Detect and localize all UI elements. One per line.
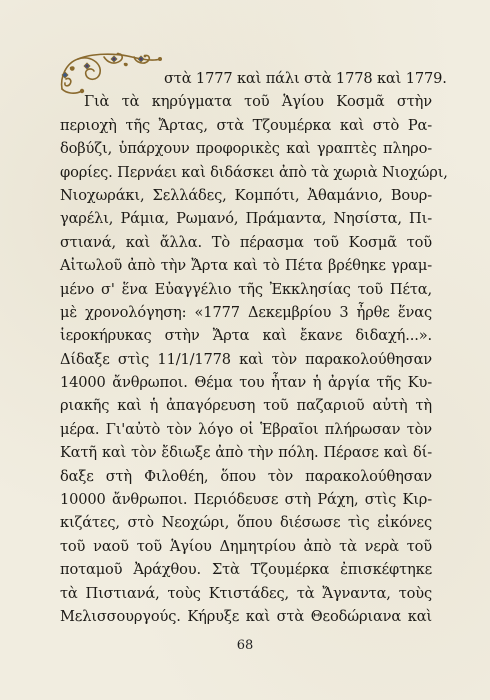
text-line: μὲ χρονολόγηση: «1777 Δεκεμβρίου 3 ἦρθε ἕνας — [60, 303, 432, 321]
text-line: γαρέλι, Ράμια, Ρωμανό, Πράμαντα, Νησίστα, Πι- — [60, 210, 432, 228]
text-line: ἱεροκήρυκας στὴν Ἄρτα καὶ ἔκανε διδαχή...». — [60, 327, 432, 345]
text-line: στὰ 1777 καὶ πάλι στὰ 1778 καὶ 1779. — [164, 70, 447, 87]
text-line: 10000 ἄνθρωποι. Περιόδευσε στὴ Ράχη, στὶς Κιρ- — [60, 491, 432, 509]
body-text — [60, 67, 448, 628]
text-line: κιζάτες, στὸ Νεοχώρι, ὅπου διέσωσε τὶς εἰκόνες — [60, 514, 432, 532]
text-line: τὰ Πιστιανά, τοὺς Κτιστάδες, τὰ Ἄγναντα, τοὺς — [60, 584, 432, 602]
text-line: δοβύζι, ὑπάρχουν προφορικὲς καὶ γραπτὲς πληρο- — [60, 140, 432, 158]
text-line: Αἰτωλοῦ ἀπὸ τὴν Ἄρτα καὶ τὸ Πέτα βρέθηκε γραμ- — [60, 257, 432, 275]
text-line: Μελισσουργούς. Κήρυξε καὶ στὰ Θεοδώριανα καὶ — [60, 607, 432, 625]
text-line: ποταμοῦ Ἀράχθου. Στὰ Τζουμέρκα ἐπισκέφτηκε — [60, 561, 432, 579]
text-line: Νιοχωράκι, Σελλάδες, Κομπότι, Ἀθαμάνιο, Βουρ- — [60, 186, 432, 204]
text-line: στιανά, καὶ ἄλλα. Τὸ πέρασμα τοῦ Κοσμᾶ τοῦ — [60, 233, 432, 251]
text-line: δαξε στὴ Φιλοθέη, ὅπου τὸν παρακολούθησαν — [60, 467, 432, 485]
text-line: 14000 ἄνθρωποι. Θέμα του ἦταν ἡ ἀργία τῆς Κυ- — [60, 374, 432, 392]
text-line: φορίες. Περνάει καὶ διδάσκει ἀπὸ τὰ χωριὰ Νιοχώρι, — [60, 163, 448, 181]
text-line: μένο σ' ἕνα Εὐαγγέλιο τῆς Ἐκκλησίας τοῦ Πέτα, — [60, 280, 432, 298]
text-line: ριακῆς καὶ ἡ ἀπαγόρευση τοῦ παζαριοῦ αὐτὴ τὴ — [60, 397, 432, 415]
text-line: Γιὰ τὰ κηρύγματα τοῦ Ἁγίου Κοσμᾶ στὴν — [84, 93, 432, 111]
page-number: 68 — [236, 638, 254, 653]
text-line: μέρα. Γι'αὐτὸ τὸν λόγο οἱ Ἑβραῖοι πλήρωσαν τὸν — [60, 420, 432, 438]
text-line: Δίδαξε στὶς 11/1/1778 καὶ τὸν παρακολούθησαν — [60, 350, 432, 368]
text-line: τοῦ ναοῦ τοῦ Ἁγίου Δημητρίου ἀπὸ τὰ νερὰ τοῦ — [60, 537, 432, 555]
text-line: Κατῆ καὶ τὸν ἔδιωξε ἀπὸ τὴν πόλη. Πέρασε καὶ δί- — [60, 444, 432, 462]
text-line: περιοχὴ τῆς Ἄρτας, στὰ Τζουμέρκα καὶ στὸ Ρα- — [60, 116, 432, 134]
